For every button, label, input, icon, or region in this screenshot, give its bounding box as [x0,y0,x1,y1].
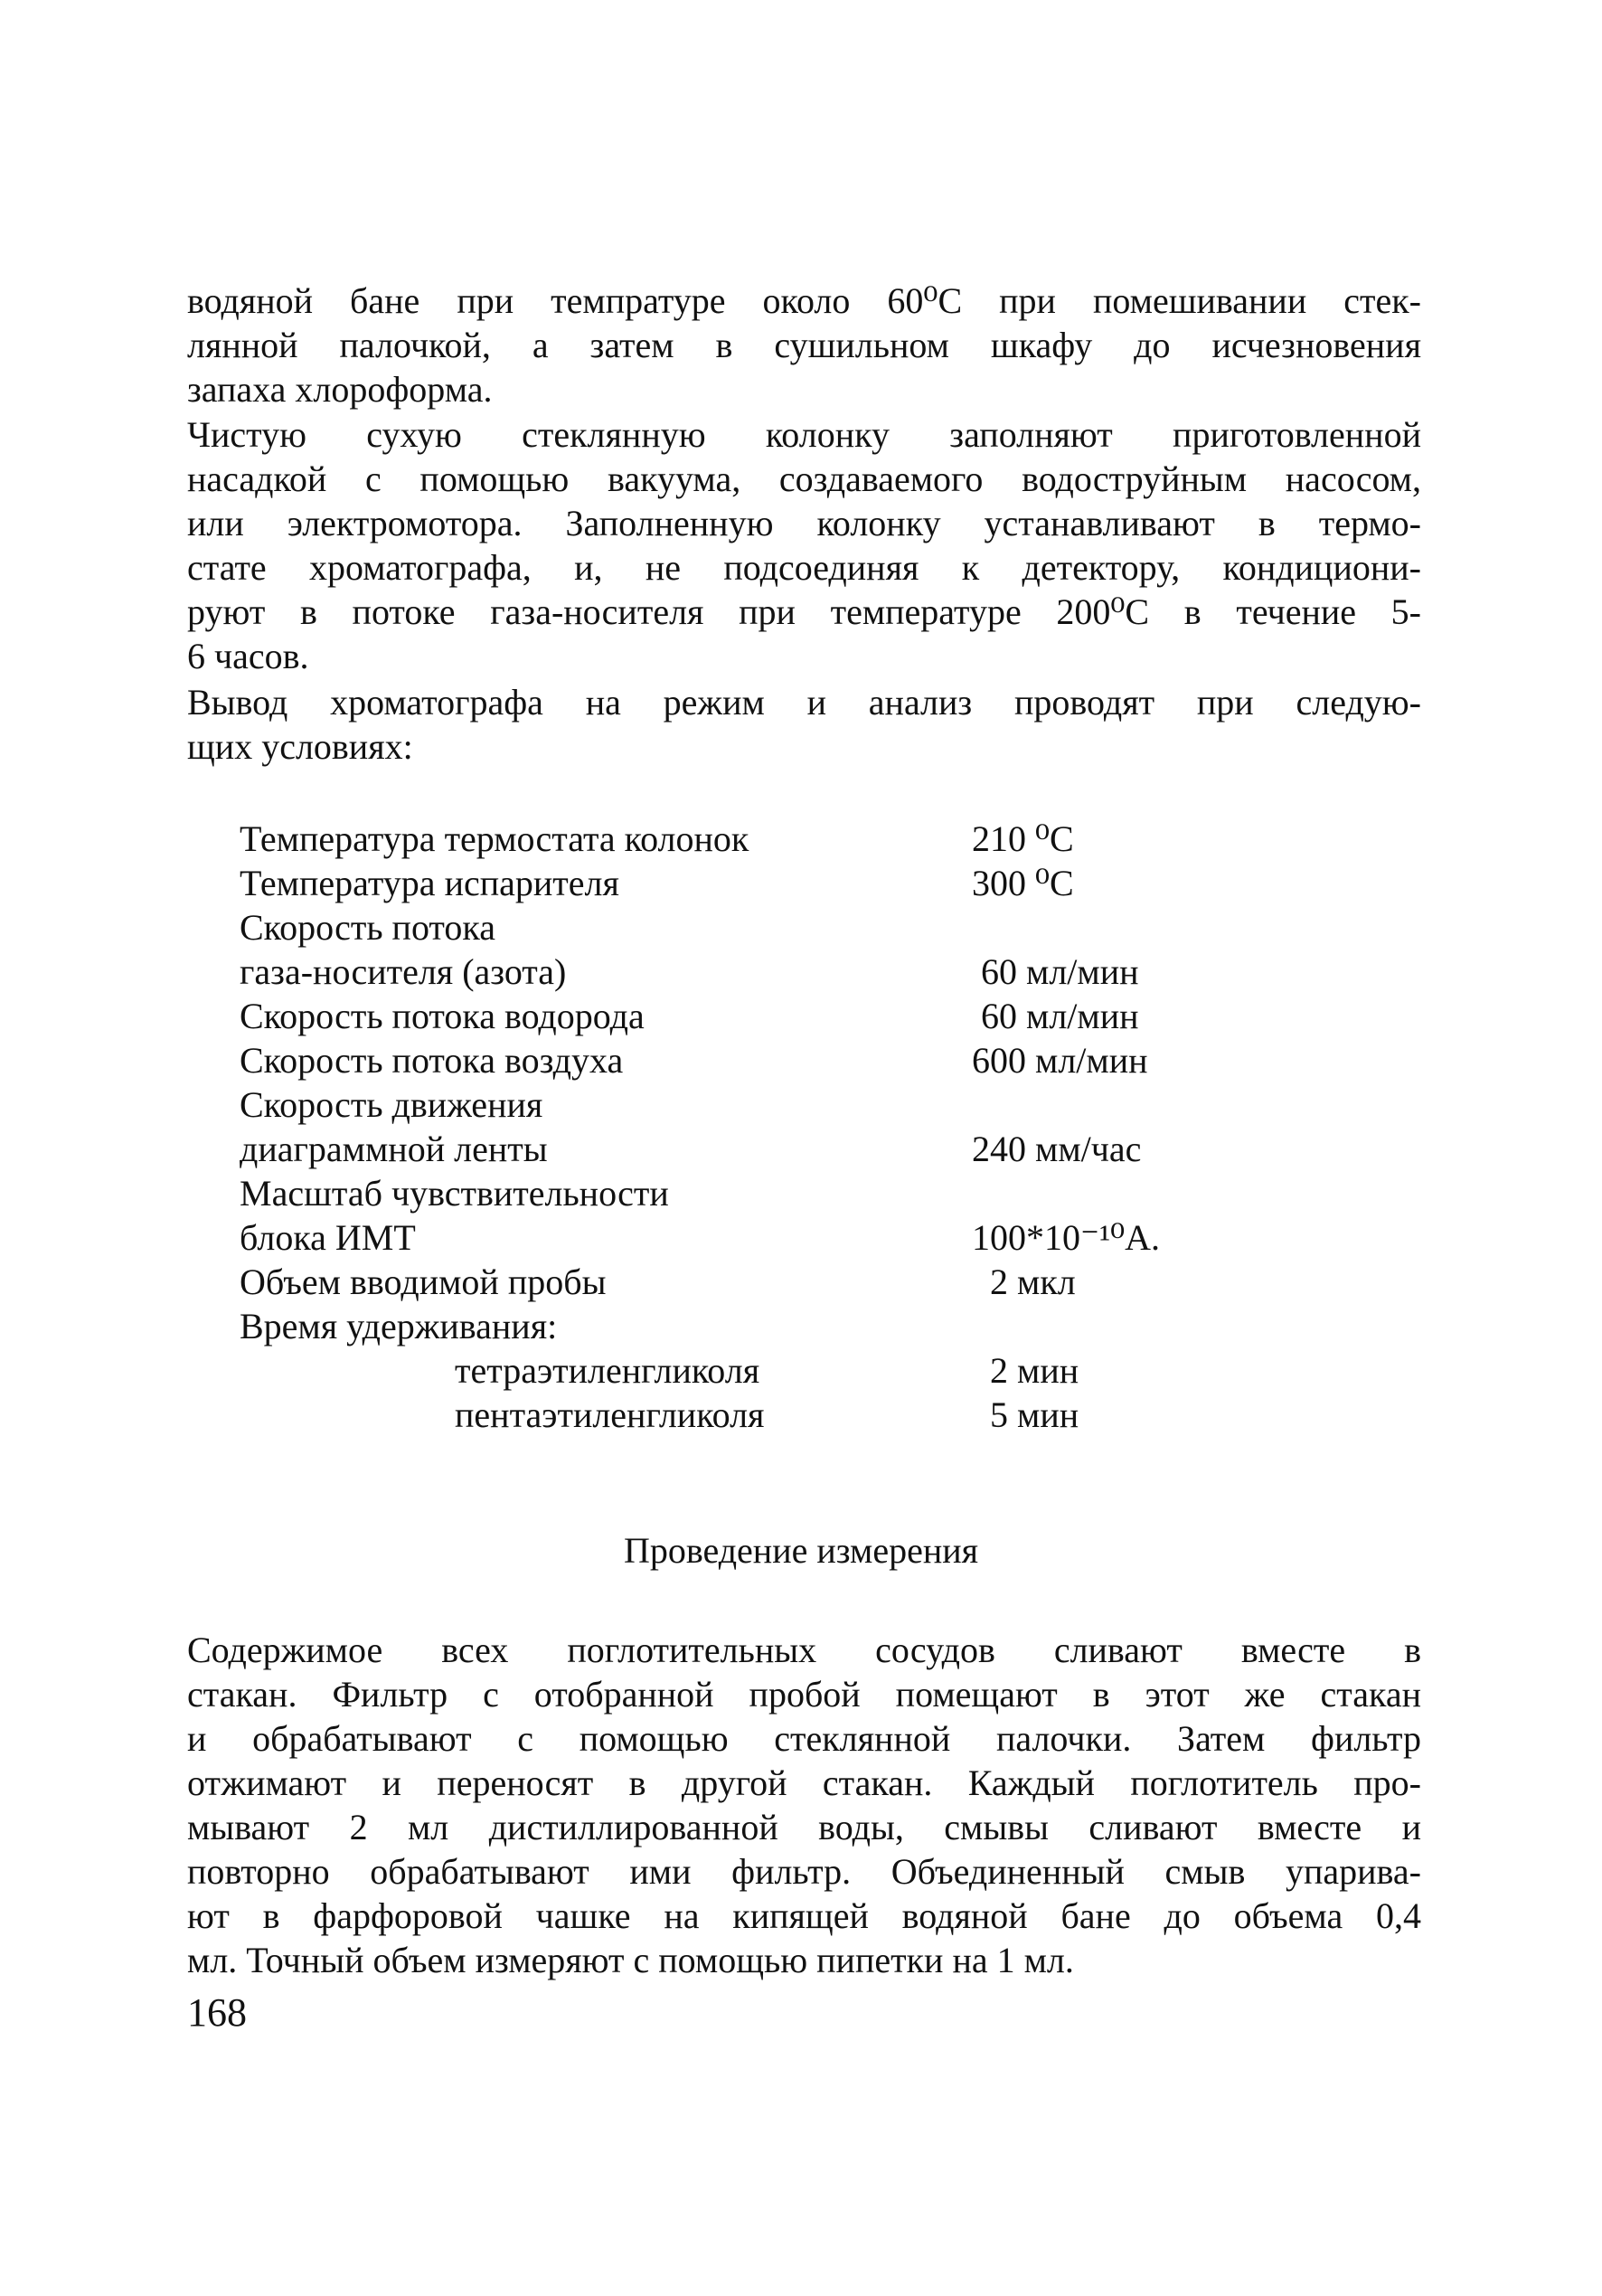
conditions-row [240,817,1234,861]
condition-value: 600 мл/мин [972,1040,1148,1081]
condition-label: Температура испарителя [240,863,619,903]
condition-value: 5 мин [972,1394,1079,1435]
text-line: ют в фарфоровой чашке на кипящей водяной бане до объема 0,4 [187,1895,1421,1936]
text-line: руют в потоке газа-носителя при температуре 200⁰С в течение 5- [187,591,1421,632]
condition-label: Скорость потока воздуха [240,1040,624,1081]
text-line: отжимают и переносят в другой стакан. Каждый поглотитель про- [187,1762,1421,1803]
text-line: стакан. Фильтр с отобранной пробой помещают в этот же стакан [187,1674,1421,1715]
text-line: щих условиях: [187,726,413,767]
text-line: или электромотора. Заполненную колонку устанавливают в термо- [187,503,1421,543]
condition-label: Скорость потока водорода [240,996,645,1036]
page-number: 168 [187,1990,247,2035]
condition-value: 210 ⁰С [972,818,1074,859]
conditions-row [240,1038,1234,1082]
conditions-row [240,950,1234,994]
text-line: Чистую сухую стеклянную колонку заполняют приготовленной [187,414,1421,455]
condition-value: 2 мин [972,1350,1079,1391]
text-line: мывают 2 мл дистиллированной воды, смывы сливают вместе и [187,1807,1421,1847]
conditions-row [240,994,1234,1038]
paragraph-column-filling [187,412,1421,678]
condition-label: диаграммной ленты [240,1129,548,1169]
condition-value: 240 мм/час [972,1129,1142,1169]
text-line: насадкой с помощью вакуума, создаваемого водоструйным насосом, [187,458,1421,499]
condition-label: Скорость движения [240,1084,543,1125]
conditions-row [240,1127,1234,1171]
text-line: лянной палочкой, а затем в сушильном шкафу до исчезновения [187,325,1421,365]
paragraph-measurement [187,1628,1421,1982]
condition-label: Объем вводимой пробы [240,1261,607,1302]
text-line: Содержимое всех поглотительных сосудов сливают вместе в [187,1630,1421,1670]
paragraph-conditions-intro [187,680,1421,769]
condition-value: 60 мл/мин [972,951,1139,992]
text-line: запаха хлороформа. [187,369,493,410]
condition-label: Время удерживания: [240,1306,558,1346]
conditions-row [240,1348,1234,1393]
condition-label: пентаэтиленгликоля [455,1394,765,1435]
section-heading: Проведение измерения [623,1530,979,1571]
condition-label: газа-носителя (азота) [240,951,567,992]
conditions-row [240,1393,1234,1437]
text-line: Вывод хроматографа на режим и анализ проводят при следую- [187,682,1421,723]
condition-label: Масштаб чувствительности [240,1173,669,1214]
conditions-row [240,905,1234,950]
condition-value: 300 ⁰С [972,863,1074,903]
condition-label: блока ИМТ [240,1217,416,1258]
paragraph-drying [187,279,1421,411]
text-line: водяной бане при темпратуре около 60⁰С при помешивании стек- [187,280,1421,321]
conditions-row [240,1260,1234,1304]
text-line: мл. Точный объем измеряют с помощью пипетки на 1 мл. [187,1940,1074,1980]
text-line: 6 часов. [187,636,309,676]
conditions-row [240,1304,1234,1348]
text-line: повторно обрабатывают ими фильтр. Объединенный смыв упарива- [187,1851,1421,1892]
text-line: и обрабатывают с помощью стеклянной палочки. Затем фильтр [187,1718,1421,1759]
condition-label: Скорость потока [240,907,495,948]
conditions-table [240,817,1234,1437]
condition-label: Температура термостата колонок [240,818,749,859]
condition-value: 60 мл/мин [972,996,1139,1036]
conditions-row [240,1171,1234,1215]
condition-label: тетраэтиленгликоля [455,1350,760,1391]
condition-value: 2 мкл [972,1261,1076,1302]
condition-value: 100*10⁻¹⁰А. [972,1217,1161,1258]
text-line: стате хроматографа, и, не подсоединяя к детектору, кондициони- [187,547,1421,588]
conditions-row [240,1082,1234,1127]
conditions-row [240,1215,1234,1260]
conditions-row [240,861,1234,905]
